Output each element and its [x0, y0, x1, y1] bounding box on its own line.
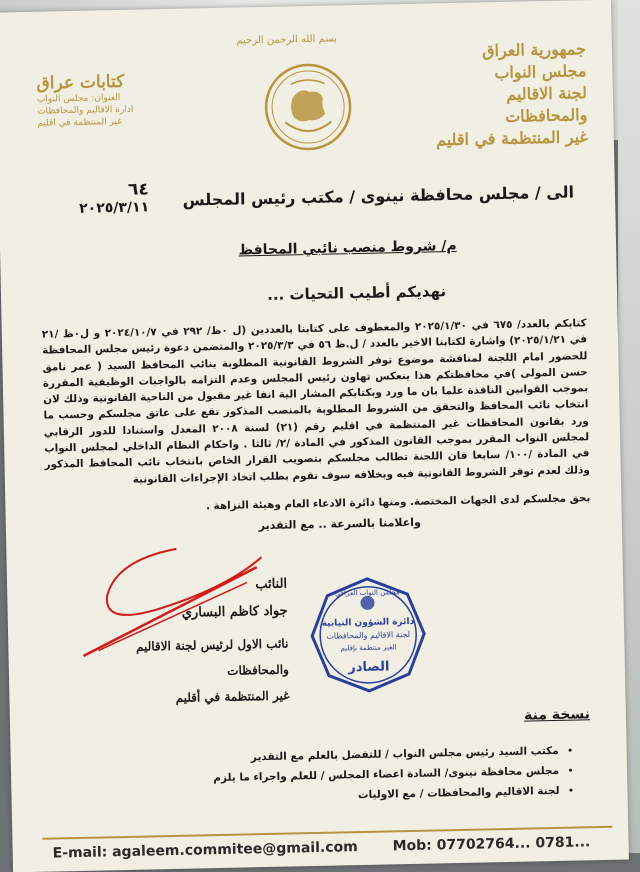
closing: واعلامنا بالسرعة .. مع التقدير — [258, 515, 421, 533]
official-stamp-icon — [307, 574, 429, 696]
letterhead-left-line: العنوان: مجلس النواب — [36, 92, 121, 105]
stamp-line: دائرة الشؤون النيابية — [321, 616, 415, 629]
signatory-position: نائب الاول لرئيس لجنة الاقاليم والمحافظات — [135, 636, 290, 678]
signatory-position-2: غير المنتظمة في أقليم — [175, 688, 290, 705]
list-item: • مجلس محافظة نينوى/ السادة اعضاء المجلس / للعلم واجراء ما يلزم — [51, 761, 559, 792]
copies-list — [51, 741, 574, 812]
copies-heading: نسخة منة — [523, 706, 591, 724]
main-paragraph: كتابكم بالعدد/ ٦٧٥ في ٢٠٢٥/١/٣٠ والمعطوف على كتابنا بالعددين (ل ٠ظ/ ٢٩٢ في ٢٠٢٤/١٠/٧ و ل٠ظ /٢١ في ٢٠٢٥/١/٢١) واشارة لكتابنا الاخير بالعدد / ل.ظ ٥٦ في ٢٠٢٥/٣/٣ والمتضمن دعوة رئيس مجلس المحافظة للحضور امام اللجنة لمناقشة موضوع توفر الشروط القانونية المطلوبة بنائب المحافظ السيد ( عمر نامق حسن المولى )في محافظتكم هذا ينعكس تهاون رئيس المجلس وعدم التزامه بالواجبات الوظيفية المقررة بموجب القوانين النافذة علما بان ما ورد وبكتابكم المشار الية انفا غير مقبول من الناحية القانونية وذلك لان انتخاب نائب المحافظ والتحقق من الشروط المطلوبة بالمنصب المذكور تقع على عاتق مجلسكم وحسب ما ورد بقانون المحافظات غير المنتظمة في اقليم رقم (٢١) لسنة ٢٠٠٨ المعدل واستنادا للدور الرقابي لمجلس النواب المقرر بموجب القانون المذكور في المادة /٢/ ثالثا . واحكام النظام الداخلي لمجلس النواب في المادة /١٠٠/ سابعا فان اللجنة تطالب مجلسكم بتصويب القرار الخاص بانتخاب نائب المحافظ المذكور وذلك لعدم توفر الشروط القانونية فيه وبخلافه سوف نقوم بطلب اتخاذ الإجراءات القانونية — [41, 317, 590, 486]
footer-mobile: Mob: 07702764... 0781... — [392, 834, 591, 855]
list-item: • لجنة الاقاليم والمحافظات / مع الاوليات — [51, 781, 559, 812]
copies-section — [50, 706, 592, 811]
letterhead-line: مجلس النواب — [494, 61, 587, 83]
reference-date: ٢٠٢٥/٣/١١ — [78, 199, 150, 217]
signatory-name: جواد كاظم البساري — [181, 603, 288, 621]
letterhead-line: لجنة الاقاليم والمحافظات — [504, 83, 588, 126]
letter-body — [39, 182, 591, 536]
greeting: نهديكم أطيب التحيات ... — [266, 282, 447, 304]
subject: م/ شروط منصب نائبي المحافظ — [238, 237, 457, 259]
stamp-bottom: الصادر — [348, 659, 390, 676]
stamp-line: الغير منتظمة بإقليم — [340, 643, 397, 653]
stamp-line: لجنة الاقاليم والمحافظات — [326, 629, 411, 641]
signature-title: النائب — [255, 576, 288, 593]
recipient: الى / مجلس محافظة نينوى / مكتب رئيس المجلس — [182, 182, 575, 210]
letterhead-left — [36, 70, 197, 129]
iraq-emblem-icon — [262, 61, 354, 153]
footer-email: E-mail: agaleem.commitee@gmail.com — [52, 839, 358, 862]
letterhead-line: جمهورية العراق — [481, 39, 587, 61]
reference-number: ٦٤ — [127, 179, 150, 200]
paragraph-continuation: بحق مجلسكم لدى الجهات المختصة. ومنها دائرة الادعاء العام وهيئة النزاهة . — [205, 492, 591, 513]
letterhead-line: غير المنتظمة في اقليم — [435, 127, 588, 150]
signature-block — [87, 577, 290, 713]
handwritten-signature-icon — [76, 537, 268, 661]
letterhead-right — [426, 38, 588, 151]
list-item: • مكتب السيد رئيس مجلس النواب / للتفضل بالعلم مع التقدير — [51, 741, 559, 772]
basmala: بسم الله الرحمن الرحيم — [236, 33, 338, 47]
letterhead-left-line: غير المنتظمة في اقليم — [37, 116, 123, 129]
letterhead-left-title: كتابات عراق — [36, 71, 125, 94]
stamp-outer-text: مجلس النواب العراقي — [334, 588, 400, 598]
letterhead-left-line: ادارة الاقاليم والمحافظات — [37, 104, 134, 117]
